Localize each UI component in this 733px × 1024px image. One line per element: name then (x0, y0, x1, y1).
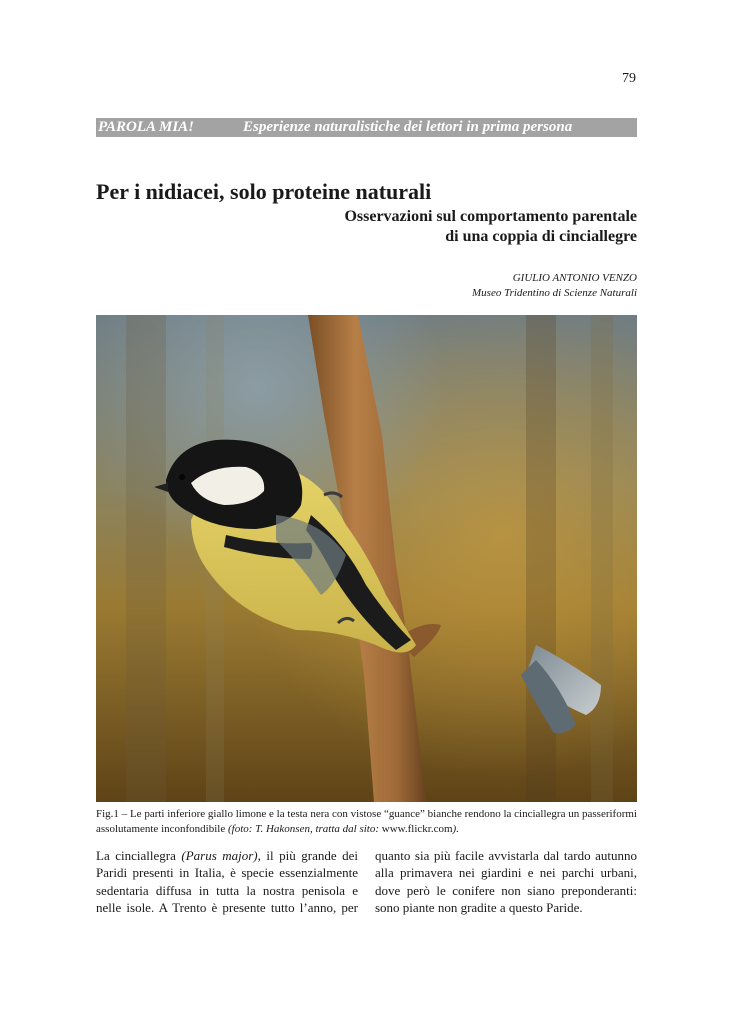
figure-caption (96, 807, 637, 837)
body-column-right (375, 847, 637, 917)
great-tit-illustration (96, 315, 637, 802)
body-line: quanto sia più facile avvistarla dal tardo autunno (375, 848, 637, 863)
article-title: Per i nidiacei, solo proteine naturali (96, 179, 432, 204)
caption-site: www.flickr.com (381, 823, 453, 835)
caption-credit: (foto: T. Hakonsen, tratta dal sito: (227, 823, 382, 835)
body-line: nelle isole. A Trento è presente tutto l’anno, per (96, 900, 358, 916)
section-banner (96, 118, 637, 137)
body-line: Paridi presenti in Italia, è specie essenzialmente (96, 865, 358, 881)
subtitle-line: di una coppia di cinciallegre (445, 228, 637, 245)
subtitle-line: Osservazioni sul comportamento parentale (344, 208, 637, 225)
caption-text: Fig.1 – Le parti inferiore giallo limone e la testa nera con vistose “guance” bianche rendono la cinciallegra un passeriformi assolutamente inconfondibile (96, 808, 637, 835)
caption-close: ). (452, 823, 459, 835)
article-subtitle (344, 207, 637, 247)
body-text: La cinciallegra (96, 848, 182, 863)
species-name: (Parus major) (181, 848, 258, 863)
body-line: alla primavera nei giardini e nei parchi urbani, (375, 865, 637, 881)
body-line: dove però le conifere non siano preponderanti: (375, 882, 637, 898)
section-tagline: Esperienze naturalistiche dei lettori in prima persona (243, 119, 573, 135)
body-line: sono piante non gradite a questo Paride. (375, 900, 583, 916)
body-line (96, 847, 358, 864)
section-kicker: PAROLA MIA! (98, 119, 194, 135)
bird-photo (96, 315, 637, 802)
body-line: sedentaria diffusa in tutta la nostra penisola e (96, 882, 358, 898)
author-affiliation: Museo Tridentino di Scienze Naturali (472, 287, 637, 299)
body-text: , il più grande dei (257, 848, 358, 863)
page-number: 79 (622, 71, 636, 86)
author-name: GIULIO ANTONIO VENZO (512, 272, 637, 284)
body-column-left (96, 847, 358, 917)
author-block (472, 271, 637, 301)
